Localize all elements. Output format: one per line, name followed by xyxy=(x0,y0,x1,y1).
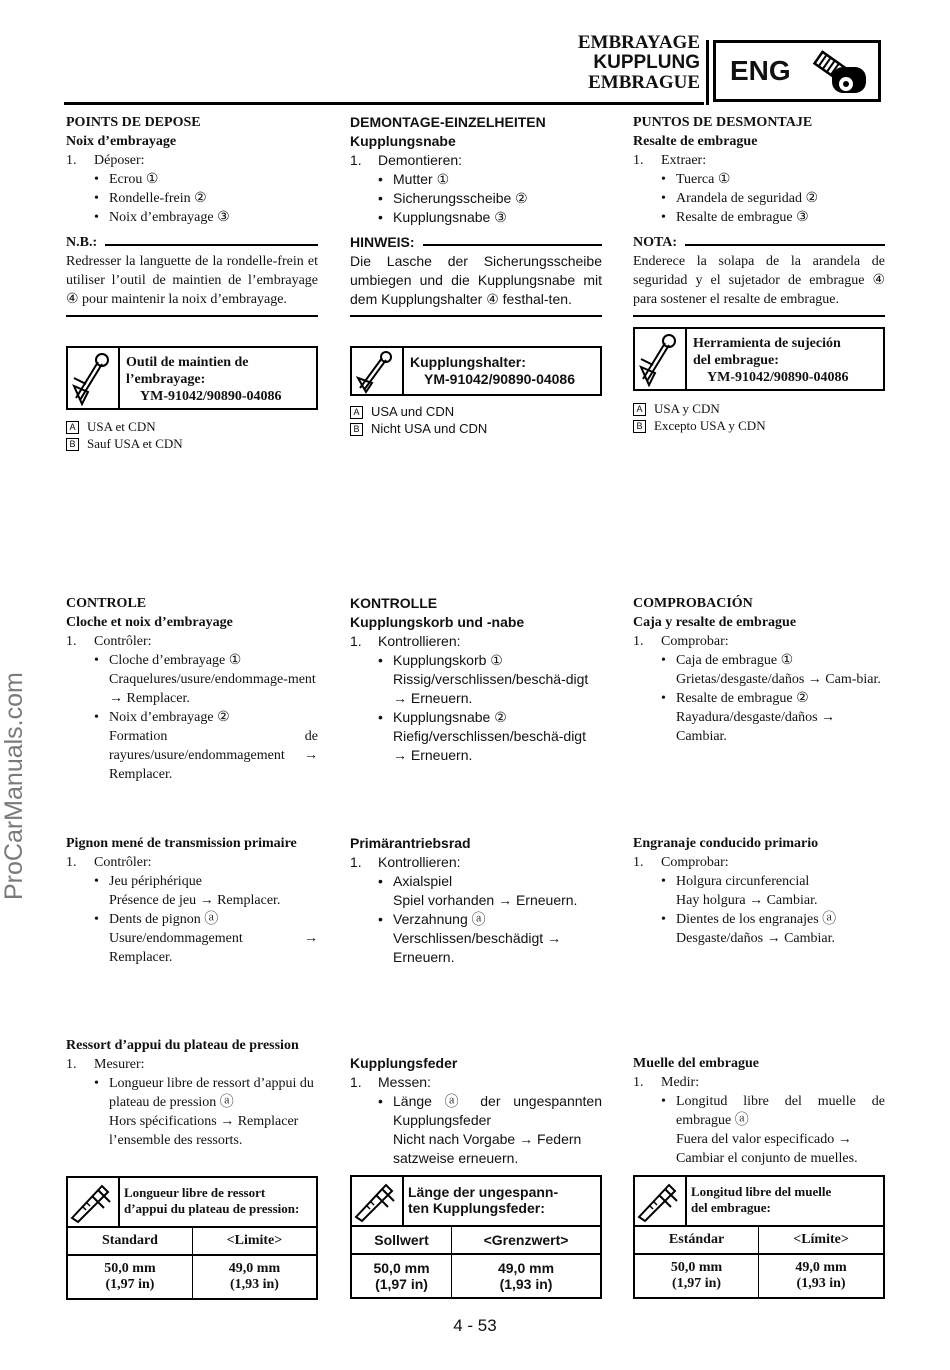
legend-text: USA y CDN xyxy=(654,401,720,416)
spec-header: Estándar xyxy=(635,1227,759,1254)
tool-name: Outil de maintien de xyxy=(126,355,249,370)
fr-primary-gear-section: Pignon mené de transmission primaire 1. Contrôler: • Jeu périphérique Présence de jeu → Remplacer. • Dents de pignon ⓐ Usure/endommagement → Remplacer. xyxy=(66,836,318,965)
step-number: 1. xyxy=(66,153,77,168)
step-text: Kontrollieren: xyxy=(378,633,461,649)
step-text: Contrôler: xyxy=(94,855,152,870)
list-item: Dents de pignon ⓐ xyxy=(109,912,219,927)
note-label: N.B.: xyxy=(66,235,98,250)
legend-text: USA et CDN xyxy=(87,419,156,434)
note-text: Redresser la languette de la rondelle-frein et utiliser l’outil de maintien de l’embrayage ④ pour maintenir la noix d’embrayage. xyxy=(66,254,318,307)
item-detail: Rissig/verschlissen/beschä-digt → Erneuern. xyxy=(393,671,589,706)
spec-value: (1,93 in) xyxy=(796,1276,846,1291)
es-spec-table xyxy=(633,1175,885,1299)
step-text: Kontrollieren: xyxy=(378,854,461,870)
es-tool-box xyxy=(633,327,885,391)
item-detail: Spiel vorhanden → Erneuern. xyxy=(393,892,578,908)
list-item: Resalte de embrague ③ xyxy=(676,210,809,225)
spec-value: (1,93 in) xyxy=(499,1276,553,1292)
eng-label: ENG xyxy=(730,55,791,86)
spec-title: Länge der ungespann- xyxy=(408,1184,559,1200)
spec-value: 50,0 mm xyxy=(104,1261,156,1276)
list-item: Rondelle-frein ② xyxy=(109,191,207,206)
de-tool-box xyxy=(350,346,602,396)
item-detail: Hay holgura → Cambiar. xyxy=(676,893,818,908)
title-es: EMBRAGUE xyxy=(588,72,700,93)
item-detail: Craquelures/usure/endommage-ment → Remplacer. xyxy=(109,672,316,706)
spec-header: Standard xyxy=(68,1228,192,1255)
tool-part-number: YM-91042/90890-04086 xyxy=(707,370,849,385)
box-a-marker: A xyxy=(66,421,79,434)
eng-badge xyxy=(713,40,881,102)
step-number: 1. xyxy=(633,153,644,168)
header-divider xyxy=(706,40,709,105)
fr-spec-table xyxy=(66,1176,318,1300)
spec-value: (1,97 in) xyxy=(672,1276,722,1291)
step-text: Contrôler: xyxy=(94,634,152,649)
step-number: 1. xyxy=(633,1075,644,1090)
step-number: 1. xyxy=(350,633,362,649)
item-detail: Desgaste/daños → Cambiar. xyxy=(676,931,836,946)
header-rule xyxy=(64,102,704,105)
tool-part-number: YM-91042/90890-04086 xyxy=(424,371,576,387)
es-inspection-section: COMPROBACIÓN Caja y resalte de embrague 1. Comprobar: • Caja de embrague ① Grietas/desgaste/daños → Cam-biar. • Resalte de embrague ② Rayadura/desgaste/daños → Cambiar. xyxy=(633,594,885,746)
list-item: Kupplungskorb ① xyxy=(393,652,503,668)
es-spring-section: Muelle del embrague 1. Medir: • Longitud libre del muelle de embrague ⓐ Fuera del valor especificado → Cambiar el conjunto de muelles. xyxy=(633,1056,885,1166)
spec-header: <Grenzwert> xyxy=(452,1227,600,1254)
tool-name: del embrague: xyxy=(693,353,779,368)
spec-value: (1,97 in) xyxy=(105,1277,155,1292)
step-number: 1. xyxy=(633,634,644,649)
spec-title: ten Kupplungsfeder: xyxy=(408,1200,545,1216)
spec-header: <Límite> xyxy=(759,1227,883,1254)
es-primary-gear-section: Engranaje conducido primario 1. Comprobar: • Holgura circunferencial Hay holgura → Cambiar. • Dientes de los engranajes ⓐ Desgaste/daños → Cambiar. xyxy=(633,834,885,948)
box-a-marker: A xyxy=(350,406,363,419)
note-heading xyxy=(66,233,318,252)
caliper-icon xyxy=(352,1177,404,1225)
step-text: Mesurer: xyxy=(94,1057,145,1072)
note-end-rule xyxy=(66,315,318,317)
tool-part-number: YM-91042/90890-04086 xyxy=(140,389,282,404)
list-item: Holgura circunferencial xyxy=(676,874,810,889)
fr-tool-box xyxy=(66,346,318,410)
tool-wrench-icon xyxy=(352,348,404,394)
step-text: Medir: xyxy=(661,1075,700,1090)
list-item: Caja de embrague ① xyxy=(676,653,794,668)
page-number: 4 - 53 xyxy=(453,1316,497,1335)
step-text: Extraer: xyxy=(661,153,707,168)
section-subtitle: Resalte de embrague xyxy=(633,134,758,149)
step-text: Comprobar: xyxy=(661,634,729,649)
section-title: CONTROLE xyxy=(66,596,147,611)
step-number: 1. xyxy=(633,855,644,870)
spec-value: (1,93 in) xyxy=(229,1277,279,1292)
list-item: Sicherungsscheibe ② xyxy=(393,190,528,206)
item-detail: Nicht nach Vorgabe → Federn satzweise erneuern. xyxy=(393,1131,582,1166)
spec-value: 49,0 mm xyxy=(497,1260,555,1276)
list-item: Axialspiel xyxy=(393,873,453,889)
section-subtitle: Kupplungskorb und -nabe xyxy=(350,614,525,630)
box-a-marker: A xyxy=(633,403,646,416)
section-subtitle: Cloche et noix d’embrayage xyxy=(66,615,233,630)
legend-text: Excepto USA y CDN xyxy=(654,418,766,433)
spec-header: Sollwert xyxy=(352,1227,452,1254)
section-title: PUNTOS DE DESMONTAJE xyxy=(633,115,813,130)
list-item: Longitud libre del muelle de embrague ⓐ xyxy=(676,1094,885,1128)
list-item: Noix d’embrayage ② xyxy=(109,710,230,725)
note-text: Die Lasche der Sicherungsscheibe umbiegen und die Kupplungsnabe mit dem Kupplungshalter ④ festhal-ten. xyxy=(350,253,602,307)
step-number: 1. xyxy=(66,855,77,870)
list-item: Tuerca ① xyxy=(676,172,731,187)
section-subtitle: Muelle del embrague xyxy=(633,1056,759,1071)
list-item: Jeu périphérique xyxy=(109,874,202,889)
step-number: 1. xyxy=(66,634,77,649)
box-b-marker: B xyxy=(350,423,363,436)
note-heading xyxy=(350,233,602,252)
box-b-marker: B xyxy=(66,438,79,451)
item-detail: Rayadura/desgaste/daños → Cambiar. xyxy=(676,710,836,744)
step-number: 1. xyxy=(350,152,362,168)
section-title: KONTROLLE xyxy=(350,595,438,611)
spec-value: (1,97 in) xyxy=(375,1276,428,1292)
box-b-marker: B xyxy=(633,420,646,433)
de-removal-section: DEMONTAGE-EINZELHEITEN Kupplungsnabe 1. Demontieren: • Mutter ① • Sicherungsscheibe ② • Kupplungsnabe ③ HINWEIS: Die Lasche der Sicherungsscheibe umbiegen und die Kupplungsnabe mit dem Kupplungshalter ④ festhal-ten. xyxy=(350,113,602,317)
list-item: Arandela de seguridad ② xyxy=(676,191,818,206)
fr-inspection-section: CONTROLE Cloche et noix d’embrayage 1. Contrôler: • Cloche d’embrayage ① Craquelures/usure/endommage-ment → Remplacer. • Noix d’embrayage ② Formation de rayures/usure/endommagement → Remplacer. xyxy=(66,596,318,782)
tool-name: Kupplungshalter: xyxy=(410,354,526,370)
title-fr: EMBRAYAGE xyxy=(577,32,700,53)
section-subtitle: Caja y resalte de embrague xyxy=(633,615,797,630)
spec-value: 50,0 mm xyxy=(373,1260,430,1276)
item-detail: Verschlissen/beschädigt → Erneuern. xyxy=(393,930,562,965)
caliper-icon xyxy=(68,1178,120,1226)
list-item: Longueur libre de ressort d’appui du plateau de pression ⓐ xyxy=(109,1076,314,1110)
legend-text: Sauf USA et CDN xyxy=(87,436,183,451)
section-subtitle: Kupplungsfeder xyxy=(350,1055,458,1071)
de-inspection-section: KONTROLLE Kupplungskorb und -nabe 1. Kontrollieren: • Kupplungskorb ① Rissig/verschlissen/beschä-digt → Erneuern. • Kupplungsnabe ② Riefig/verschlissen/beschä-digt → Erneuern. xyxy=(350,594,602,765)
note-label: NOTA: xyxy=(633,235,678,250)
fr-removal-section: POINTS DE DEPOSE Noix d’embrayage 1. Déposer: • Ecrou ① • Rondelle-frein ② • Noix d’embrayage ③ N.B.: Redresser la languette de la rondelle-frein et utiliser l’outil de maintien de l’embrayage ④ pour maintenir la noix d’embrayage. xyxy=(66,113,318,317)
watermark xyxy=(0,470,34,910)
fr-tool-legend xyxy=(66,418,183,452)
section-subtitle: Noix d’embrayage xyxy=(66,134,177,149)
item-detail: Formation de rayures/usure/endommagement → Remplacer. xyxy=(109,729,318,782)
item-detail: Fuera del valor especificado → Cambiar el conjunto de muelles. xyxy=(676,1132,858,1166)
note-end-rule xyxy=(633,315,885,317)
section-subtitle: Pignon mené de transmission primaire xyxy=(66,836,297,851)
fr-spring-section: Ressort d’appui du plateau de pression 1. Mesurer: • Longueur libre de ressort d’appui du plateau de pression ⓐ Hors spécifications → Remplacer l’ensemble des ressorts. xyxy=(66,1036,318,1150)
caliper-icon xyxy=(635,1177,687,1225)
list-item: Dientes de los engranajes ⓐ xyxy=(676,912,837,927)
item-detail: Usure/endommagement → Remplacer. xyxy=(109,931,318,965)
spec-title: Longitud libre del muelle xyxy=(691,1184,832,1199)
item-detail: Riefig/verschlissen/beschä-digt → Erneuern. xyxy=(393,728,586,763)
step-number: 1. xyxy=(66,1057,77,1072)
note-heading xyxy=(633,233,885,252)
step-text: Messen: xyxy=(378,1074,431,1090)
list-item: Resalte de embrague ② xyxy=(676,691,809,706)
section-title: COMPROBACIÓN xyxy=(633,596,753,611)
list-item: Ecrou ① xyxy=(109,172,159,187)
tool-wrench-icon xyxy=(635,329,687,389)
spec-value: 50,0 mm xyxy=(670,1260,723,1275)
spec-title: d’appui du plateau de pression: xyxy=(124,1201,300,1216)
spec-value: 49,0 mm xyxy=(795,1260,847,1275)
list-item: Kupplungsnabe ② xyxy=(393,709,507,725)
tool-wrench-icon xyxy=(68,348,120,408)
section-title: DEMONTAGE-EINZELHEITEN xyxy=(350,114,546,130)
section-subtitle: Engranaje conducido primario xyxy=(633,836,819,851)
list-item: Mutter ① xyxy=(393,171,450,187)
step-text: Demontieren: xyxy=(378,152,463,168)
de-primary-gear-section: Primärantriebsrad 1. Kontrollieren: • Axialspiel Spiel vorhanden → Erneuern. • Verzahnung ⓐ Verschlissen/beschädigt → Erneuern. xyxy=(350,834,602,967)
tool-name: l’embrayage: xyxy=(126,372,206,387)
tool-name: Herramienta de sujeción xyxy=(693,336,841,351)
step-text: Déposer: xyxy=(94,153,145,168)
spec-value: 49,0 mm xyxy=(228,1261,281,1276)
note-end-rule xyxy=(350,315,602,317)
de-tool-legend xyxy=(350,403,487,437)
list-item: Verzahnung ⓐ xyxy=(393,911,486,927)
de-spec-table xyxy=(350,1175,602,1299)
step-number: 1. xyxy=(350,854,362,870)
section-subtitle: Kupplungsnabe xyxy=(350,133,456,149)
item-detail: Hors spécifications → Remplacer l’ensemble des ressorts. xyxy=(109,1114,299,1148)
legend-text: Nicht USA und CDN xyxy=(371,421,488,436)
legend-text: USA und CDN xyxy=(371,404,455,419)
section-subtitle: Primärantriebsrad xyxy=(350,835,471,851)
list-item: Kupplungsnabe ③ xyxy=(393,209,507,225)
note-label: HINWEIS: xyxy=(350,234,415,250)
es-removal-section: PUNTOS DE DESMONTAJE Resalte de embrague 1. Extraer: • Tuerca ① • Arandela de seguridad ② • Resalte de embrague ③ NOTA: Enderece la solapa de la arandela de seguridad y el sujetador de embrague ④ para sostener el resalte de embrague. xyxy=(633,113,885,317)
es-tool-legend xyxy=(633,400,766,434)
step-text: Comprobar: xyxy=(661,855,729,870)
title-de: KUPPLUNG xyxy=(593,52,700,73)
de-spring-section: Kupplungsfeder 1. Messen: • Länge ⓐ der ungespannten Kupplungsfeder Nicht nach Vorgabe → Federn satzweise erneuern. xyxy=(350,1055,602,1166)
note-text: Enderece la solapa de la arandela de seguridad y el sujetador de embrague ④ para sostener el resalte de embrague. xyxy=(633,254,885,307)
spec-header: <Limite> xyxy=(192,1228,316,1255)
watermark-text: ProCarManuals.com xyxy=(0,672,28,900)
list-item: Noix d’embrayage ③ xyxy=(109,210,230,225)
section-subtitle: Ressort d’appui du plateau de pression xyxy=(66,1038,299,1053)
item-detail: Grietas/desgaste/daños → Cam-biar. xyxy=(676,672,881,687)
list-item: Länge ⓐ der ungespannten Kupplungsfeder xyxy=(393,1093,602,1128)
section-title: POINTS DE DEPOSE xyxy=(66,115,201,130)
list-item: Cloche d’embrayage ① xyxy=(109,653,242,668)
spec-title: del embrague: xyxy=(691,1200,771,1215)
item-detail: Présence de jeu → Remplacer. xyxy=(109,893,281,908)
step-number: 1. xyxy=(350,1074,362,1090)
spec-title: Longueur libre de ressort xyxy=(124,1185,266,1200)
bolt-icon xyxy=(802,45,876,99)
